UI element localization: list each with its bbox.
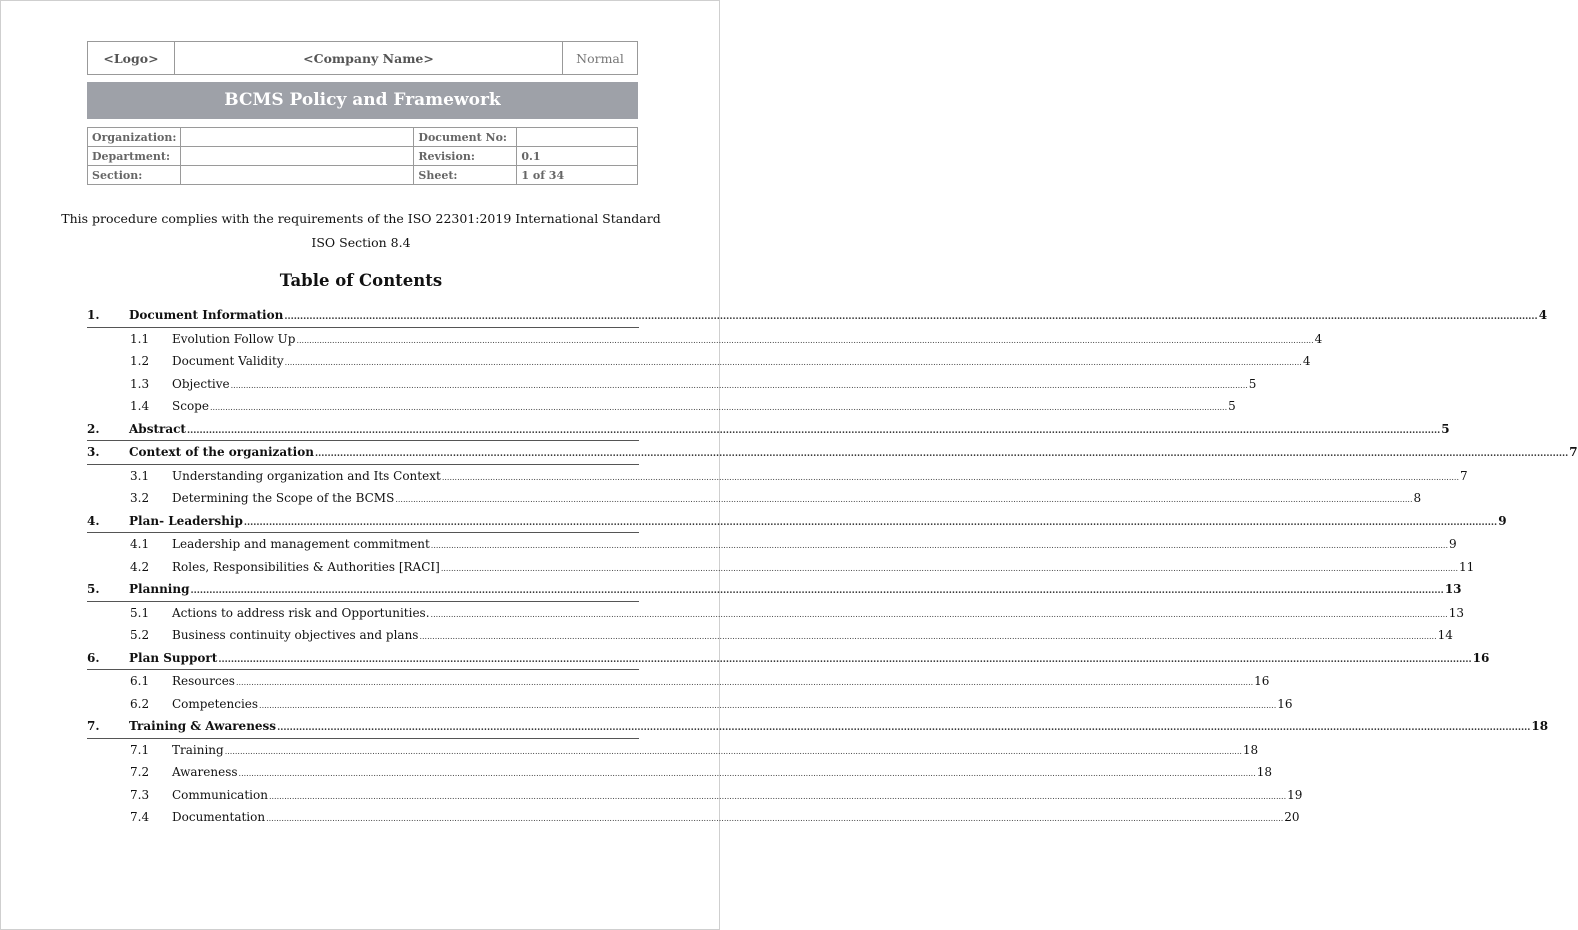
toc-entry-page: 9 <box>1498 513 1507 528</box>
toc-entry-page: 9 <box>1448 537 1457 552</box>
toc-entry-page: 5 <box>1441 421 1450 436</box>
document-no-value <box>517 128 638 147</box>
toc-entry-title[interactable]: Plan Support <box>129 650 218 665</box>
toc-entry-number: 7.3 <box>130 787 150 802</box>
department-label: Department: <box>88 147 181 166</box>
toc-dot-leader: ................................................................................................................................................................................................................................................................................................................................................................................................................ <box>218 654 1472 665</box>
toc-entry-page: 4 <box>1538 308 1548 323</box>
toc-dot-leader: ................................................................................................................................................................................................................................................................................................................................................................................................................ <box>209 403 1228 413</box>
toc-entry-number: 6. <box>87 650 100 665</box>
document-header <box>87 41 638 75</box>
revision-value: 0.1 <box>517 147 638 166</box>
toc-entry-number: 6.1 <box>130 674 150 689</box>
toc-entry-number: 1.3 <box>130 376 150 391</box>
toc-entry-page: 16 <box>1472 650 1490 665</box>
toc-entry-page: 4 <box>1302 354 1311 369</box>
toc-dot-leader: ................................................................................................................................................................................................................................................................................................................................................................................................................ <box>235 678 1254 688</box>
toc-entry-line <box>172 742 1259 757</box>
toc-entry-number: 1.1 <box>130 331 150 346</box>
toc-entry-line <box>172 810 1300 825</box>
compliance-line-1: This procedure complies with the requirements of the ISO 22301:2019 International Standard <box>61 211 661 226</box>
toc-entry-page: 5 <box>1228 399 1236 414</box>
toc-entry-page: 18 <box>1256 765 1273 780</box>
toc-entry-page: 4 <box>1314 331 1323 346</box>
toc-entry-line <box>172 331 1323 346</box>
toc-dot-leader: ................................................................................................................................................................................................................................................................................................................................................................................................................ <box>430 541 1448 551</box>
toc-subsection-entry[interactable] <box>87 395 1236 418</box>
toc-entry-page: 18 <box>1531 719 1549 734</box>
toc-heading: Table of Contents <box>279 271 443 290</box>
toc-entry-line <box>129 582 1462 597</box>
toc-entry-number: 4. <box>87 513 100 528</box>
toc-entry-title[interactable]: Awareness <box>172 765 238 780</box>
revision-label: Revision: <box>414 147 517 166</box>
toc-entry-number: 2. <box>87 421 100 436</box>
toc-entry-line <box>129 650 1490 665</box>
toc-entry-number: 7.4 <box>130 810 150 825</box>
toc-entry-page: 11 <box>1459 559 1475 574</box>
toc-entry-line <box>172 354 1311 369</box>
toc-entry-number: 3.1 <box>130 468 150 483</box>
toc-section-entry[interactable] <box>87 304 1548 328</box>
toc-entry-title[interactable]: Leadership and management commitment <box>172 537 430 552</box>
toc-entry-line <box>172 696 1293 711</box>
logo-placeholder: <Logo> <box>88 42 175 75</box>
toc-entry-title[interactable]: Determining the Scope of the BCMS <box>172 491 395 506</box>
toc-entry-number: 4.2 <box>130 559 150 574</box>
toc-entry-page: 13 <box>1448 605 1464 620</box>
toc-dot-leader: ................................................................................................................................................................................................................................................................................................................................................................................................................ <box>440 563 1458 573</box>
toc-entry-title[interactable]: Planning <box>129 582 190 597</box>
toc-dot-leader: ................................................................................................................................................................................................................................................................................................................................................................................................................ <box>314 449 1569 460</box>
toc-dot-leader: ................................................................................................................................................................................................................................................................................................................................................................................................................ <box>266 814 1284 824</box>
toc-entry-line <box>129 421 1450 436</box>
toc-entry-title[interactable]: Business continuity objectives and plans <box>172 628 419 643</box>
department-value <box>181 147 414 166</box>
toc-entry-title[interactable]: Documentation <box>172 810 266 825</box>
toc-entry-line <box>129 308 1548 323</box>
toc-entry-line <box>172 765 1273 780</box>
toc-entry-number: 5.2 <box>130 628 150 643</box>
toc-dot-leader: ................................................................................................................................................................................................................................................................................................................................................................................................................ <box>243 517 1498 528</box>
toc-entry-title[interactable]: Competencies <box>172 696 259 711</box>
organization-value <box>181 128 414 147</box>
toc-entry-title[interactable]: Resources <box>172 674 235 689</box>
toc-entry-line <box>129 719 1549 734</box>
toc-section-entry[interactable] <box>87 647 1490 671</box>
toc-entry-line <box>172 787 1303 802</box>
toc-subsection-entry[interactable] <box>87 487 1422 510</box>
toc-dot-leader: ................................................................................................................................................................................................................................................................................................................................................................................................................ <box>224 746 1242 756</box>
toc-dot-leader: ................................................................................................................................................................................................................................................................................................................................................................................................................ <box>419 632 1437 642</box>
toc-entry-title[interactable]: Roles, Responsibilities & Authorities [RACI] <box>172 559 440 574</box>
toc-subsection-entry[interactable] <box>87 328 1323 351</box>
toc-subsection-entry[interactable] <box>87 761 1273 784</box>
toc-section-entry[interactable] <box>87 715 1549 739</box>
toc-section-entry[interactable] <box>87 441 1578 465</box>
toc-entry-title[interactable]: Abstract <box>129 421 186 436</box>
toc-entry-line <box>172 468 1468 483</box>
toc-entry-page: 7 <box>1569 445 1578 460</box>
toc-dot-leader: ................................................................................................................................................................................................................................................................................................................................................................................................................ <box>395 495 1413 505</box>
toc-entry-title[interactable]: Document Information <box>129 308 284 323</box>
toc-subsection-entry[interactable] <box>87 806 1300 829</box>
classification-label: Normal <box>563 42 638 75</box>
toc-entry-line <box>172 376 1257 391</box>
toc-entry-number: 7.1 <box>130 742 150 757</box>
toc-entry-page: 20 <box>1284 810 1300 825</box>
toc-entry-title[interactable]: Evolution Follow Up <box>172 331 296 346</box>
toc-subsection-entry[interactable] <box>87 556 1475 579</box>
compliance-line-2: ISO Section 8.4 <box>311 235 411 250</box>
toc-subsection-entry[interactable] <box>87 465 1468 488</box>
toc-dot-leader: ................................................................................................................................................................................................................................................................................................................................................................................................................ <box>186 425 1441 436</box>
toc-entry-number: 4.1 <box>130 537 150 552</box>
toc-dot-leader: ................................................................................................................................................................................................................................................................................................................................................................................................................ <box>268 791 1287 801</box>
toc-entry-page: 5 <box>1248 376 1257 391</box>
toc-entry-page: 14 <box>1437 628 1453 643</box>
toc-entry-number: 6.2 <box>130 696 150 711</box>
toc-subsection-entry[interactable] <box>87 373 1257 396</box>
toc-entry-number: 1. <box>87 308 100 323</box>
toc-entry-line <box>172 491 1422 506</box>
toc-section-entry[interactable] <box>87 418 1450 442</box>
toc-entry-line <box>172 674 1270 689</box>
document-no-label: Document No: <box>414 128 517 147</box>
toc-entry-number: 1.2 <box>130 354 150 369</box>
organization-label: Organization: <box>88 128 181 147</box>
toc-entry-title[interactable]: Training <box>172 742 224 757</box>
toc-entry-line <box>172 605 1464 620</box>
compliance-statement <box>1 207 721 255</box>
toc-entry-title[interactable]: Understanding organization and Its Context <box>172 468 441 483</box>
toc-dot-leader: ................................................................................................................................................................................................................................................................................................................................................................................................................ <box>277 723 1531 734</box>
toc-dot-leader: ................................................................................................................................................................................................................................................................................................................................................................................................................ <box>238 769 1256 779</box>
toc-entry-title[interactable]: Context of the organization <box>129 445 314 460</box>
toc-entry-line <box>129 513 1507 528</box>
toc-entry-page: 8 <box>1413 491 1422 506</box>
toc-entry-title[interactable]: Communication <box>172 787 268 802</box>
sheet-value: 1 of 34 <box>517 166 638 185</box>
toc-dot-leader: ................................................................................................................................................................................................................................................................................................................................................................................................................ <box>284 312 1538 323</box>
toc-entry-number: 7. <box>87 719 100 734</box>
toc-section-entry[interactable] <box>87 510 1507 534</box>
toc-entry-title[interactable]: Training & Awareness <box>129 719 277 734</box>
toc-entry-page: 19 <box>1287 787 1303 802</box>
toc-subsection-entry[interactable] <box>87 693 1293 716</box>
toc-entry-number: 5.1 <box>130 605 150 620</box>
toc-dot-leader: ................................................................................................................................................................................................................................................................................................................................................................................................................ <box>190 586 1444 597</box>
section-label: Section: <box>88 166 181 185</box>
toc-entry-page: 7 <box>1460 468 1468 483</box>
toc-dot-leader: ................................................................................................................................................................................................................................................................................................................................................................................................................ <box>259 700 1277 710</box>
toc-subsection-entry[interactable] <box>87 784 1303 807</box>
toc-entry-line <box>172 628 1453 643</box>
toc-subsection-entry[interactable] <box>87 602 1464 625</box>
toc-dot-leader: ................................................................................................................................................................................................................................................................................................................................................................................................................ <box>284 358 1302 368</box>
toc-dot-leader: ................................................................................................................................................................................................................................................................................................................................................................................................................ <box>430 609 1448 619</box>
toc-entry-number: 5. <box>87 582 100 597</box>
toc-subsection-entry[interactable] <box>87 624 1453 647</box>
toc-dot-leader: ................................................................................................................................................................................................................................................................................................................................................................................................................ <box>296 335 1314 345</box>
document-info-table <box>87 127 638 185</box>
toc-entry-line <box>172 559 1475 574</box>
toc-subsection-entry[interactable] <box>87 533 1457 556</box>
toc-entry-line <box>172 399 1236 414</box>
toc-dot-leader: ................................................................................................................................................................................................................................................................................................................................................................................................................ <box>230 380 1248 390</box>
toc-subsection-entry[interactable] <box>87 350 1311 373</box>
toc-entry-title[interactable]: Scope <box>172 399 209 414</box>
toc-entry-page: 18 <box>1242 742 1259 757</box>
toc-dot-leader: ................................................................................................................................................................................................................................................................................................................................................................................................................ <box>441 472 1459 482</box>
company-name: <Company Name> <box>175 42 563 75</box>
toc-entry-number: 3. <box>87 445 100 460</box>
toc-entry-number: 7.2 <box>130 765 150 780</box>
toc-entry-line <box>172 537 1457 552</box>
table-of-contents <box>87 304 1578 829</box>
toc-subsection-entry[interactable] <box>87 739 1259 762</box>
toc-entry-title[interactable]: Objective <box>172 376 230 391</box>
toc-entry-number: 1.4 <box>130 399 150 414</box>
toc-entry-number: 3.2 <box>130 491 150 506</box>
document-title: BCMS Policy and Framework <box>87 82 638 119</box>
section-value <box>181 166 414 185</box>
toc-entry-page: 16 <box>1254 674 1270 689</box>
toc-entry-line <box>129 445 1578 460</box>
sheet-label: Sheet: <box>414 166 517 185</box>
toc-entry-page: 16 <box>1277 696 1293 711</box>
toc-entry-title[interactable]: Actions to address risk and Opportunities. <box>172 605 430 620</box>
toc-entry-title[interactable]: Document Validity <box>172 354 284 369</box>
toc-section-entry[interactable] <box>87 578 1462 602</box>
toc-entry-page: 13 <box>1444 582 1462 597</box>
toc-entry-title[interactable]: Plan- Leadership <box>129 513 243 528</box>
toc-subsection-entry[interactable] <box>87 670 1270 693</box>
